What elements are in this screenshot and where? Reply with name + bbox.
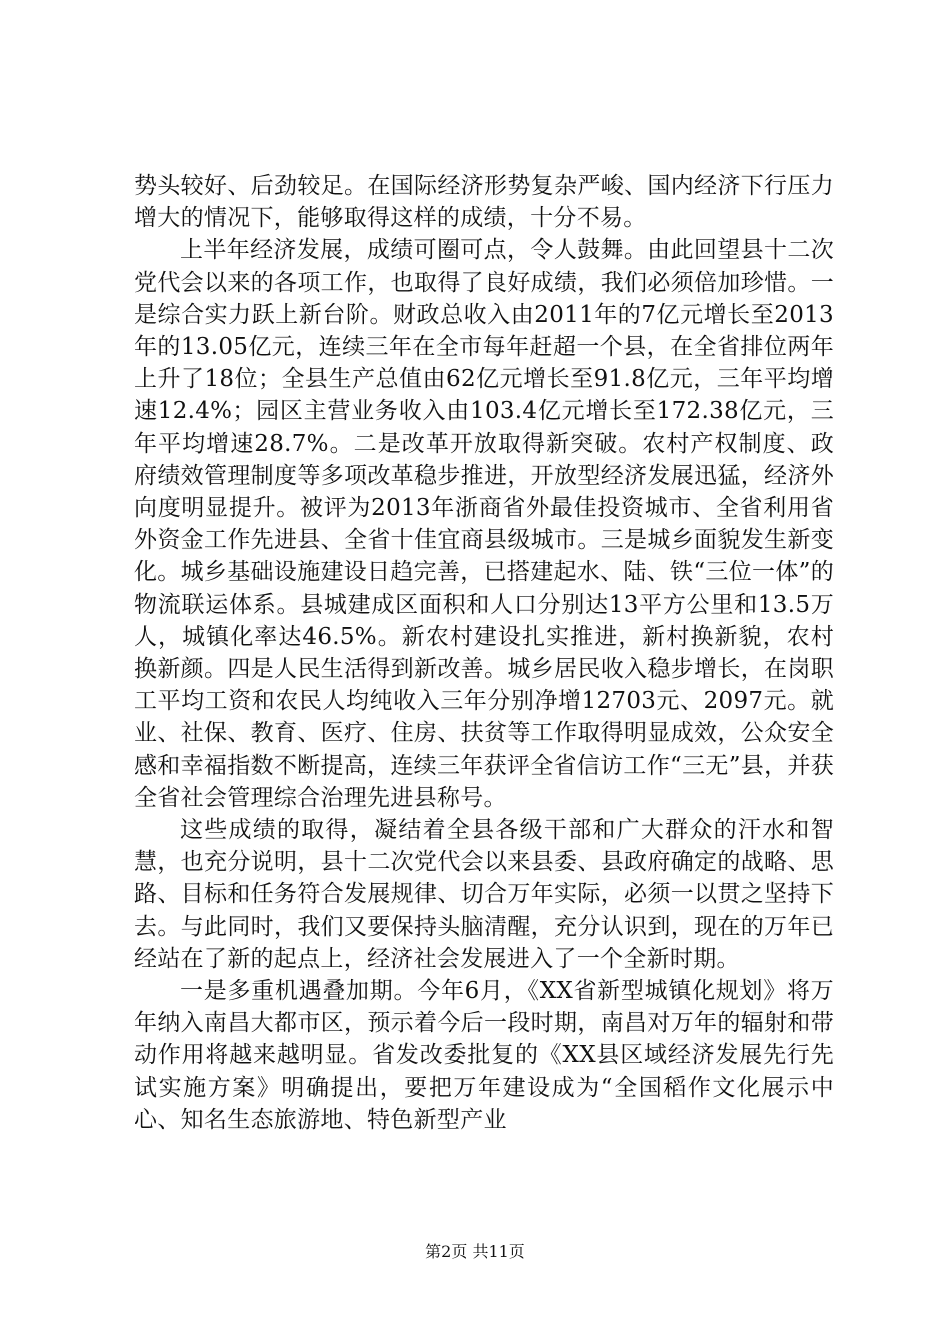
paragraph-1: 势头较好、后劲较足。在国际经济形势复杂严峻、国内经济下行压力增大的情况下，能够取得这样的成绩，十分不易。 (134, 173, 834, 232)
paragraph-3: 这些成绩的取得，凝结着全县各级干部和广大群众的汗水和智慧，也充分说明，县十二次党代会以来县委、县政府确定的战略、思路、目标和任务符合发展规律、切合万年实际，必须一以贯之坚持下去。与此同时，我们又要保持头脑清醒，充分认识到，现在的万年已经站在了新的起点上，经济社会发展进入了一个全新时期。 (134, 817, 834, 972)
page-number-footer: 第2页 共11页 (425, 1242, 525, 1261)
paragraph-2: 上半年经济发展，成绩可圈可点，令人鼓舞。由此回望县十二次党代会以来的各项工作，也取得了良好成绩，我们必须倍加珍惜。一是综合实力跃上新台阶。财政总收入由2011年的7亿元增长至2013年的13.05亿元，连续三年在全市每年赶超一个县，在全省排位两年上升了18位；全县生产总值由62亿元增长至91.8亿元，三年平均增速12.4%；园区主营业务收入由103.4亿元增长至172.38亿元，三年平均增速28.7%。二是改革开放取得新突破。农村产权制度、政府绩效管理制度等多项改革稳步推进，开放型经济发展迅猛，经济外向度明显提升。被评为2013年浙商省外最佳投资城市、全省利用省外资金工作先进县、全省十佳宜商县级城市。三是城乡面貌发生新变化。城乡基础设施建设日趋完善，已搭建起水、陆、铁“三位一体”的物流联运体系。县城建成区面积和人口分别达13平方公里和13.5万人，城镇化率达46.5%。新农村建设扎实推进，新村换新貌，农村换新颜。四是人民生活得到新改善。城乡居民收入稳步增长，在岗职工平均工资和农民人均纯收入三年分别净增12703元、2097元。就业、社保、教育、医疗、住房、扶贫等工作取得明显成效，公众安全感和幸福指数不断提高，连续三年获评全省信访工作“三无”县，并获全省社会管理综合治理先进县称号。 (134, 237, 834, 811)
document-body (134, 170, 834, 1136)
paragraph-4: 一是多重机遇叠加期。今年6月，《XX省新型城镇化规划》将万年纳入南昌大都市区，预示着今后一段时期，南昌对万年的辐射和带动作用将越来越明显。省发改委批复的《XX县区域经济发展先行先试实施方案》明确提出，要把万年建设成为“全国稻作文化展示中心、知名生态旅游地、特色新型产业 (134, 978, 834, 1133)
